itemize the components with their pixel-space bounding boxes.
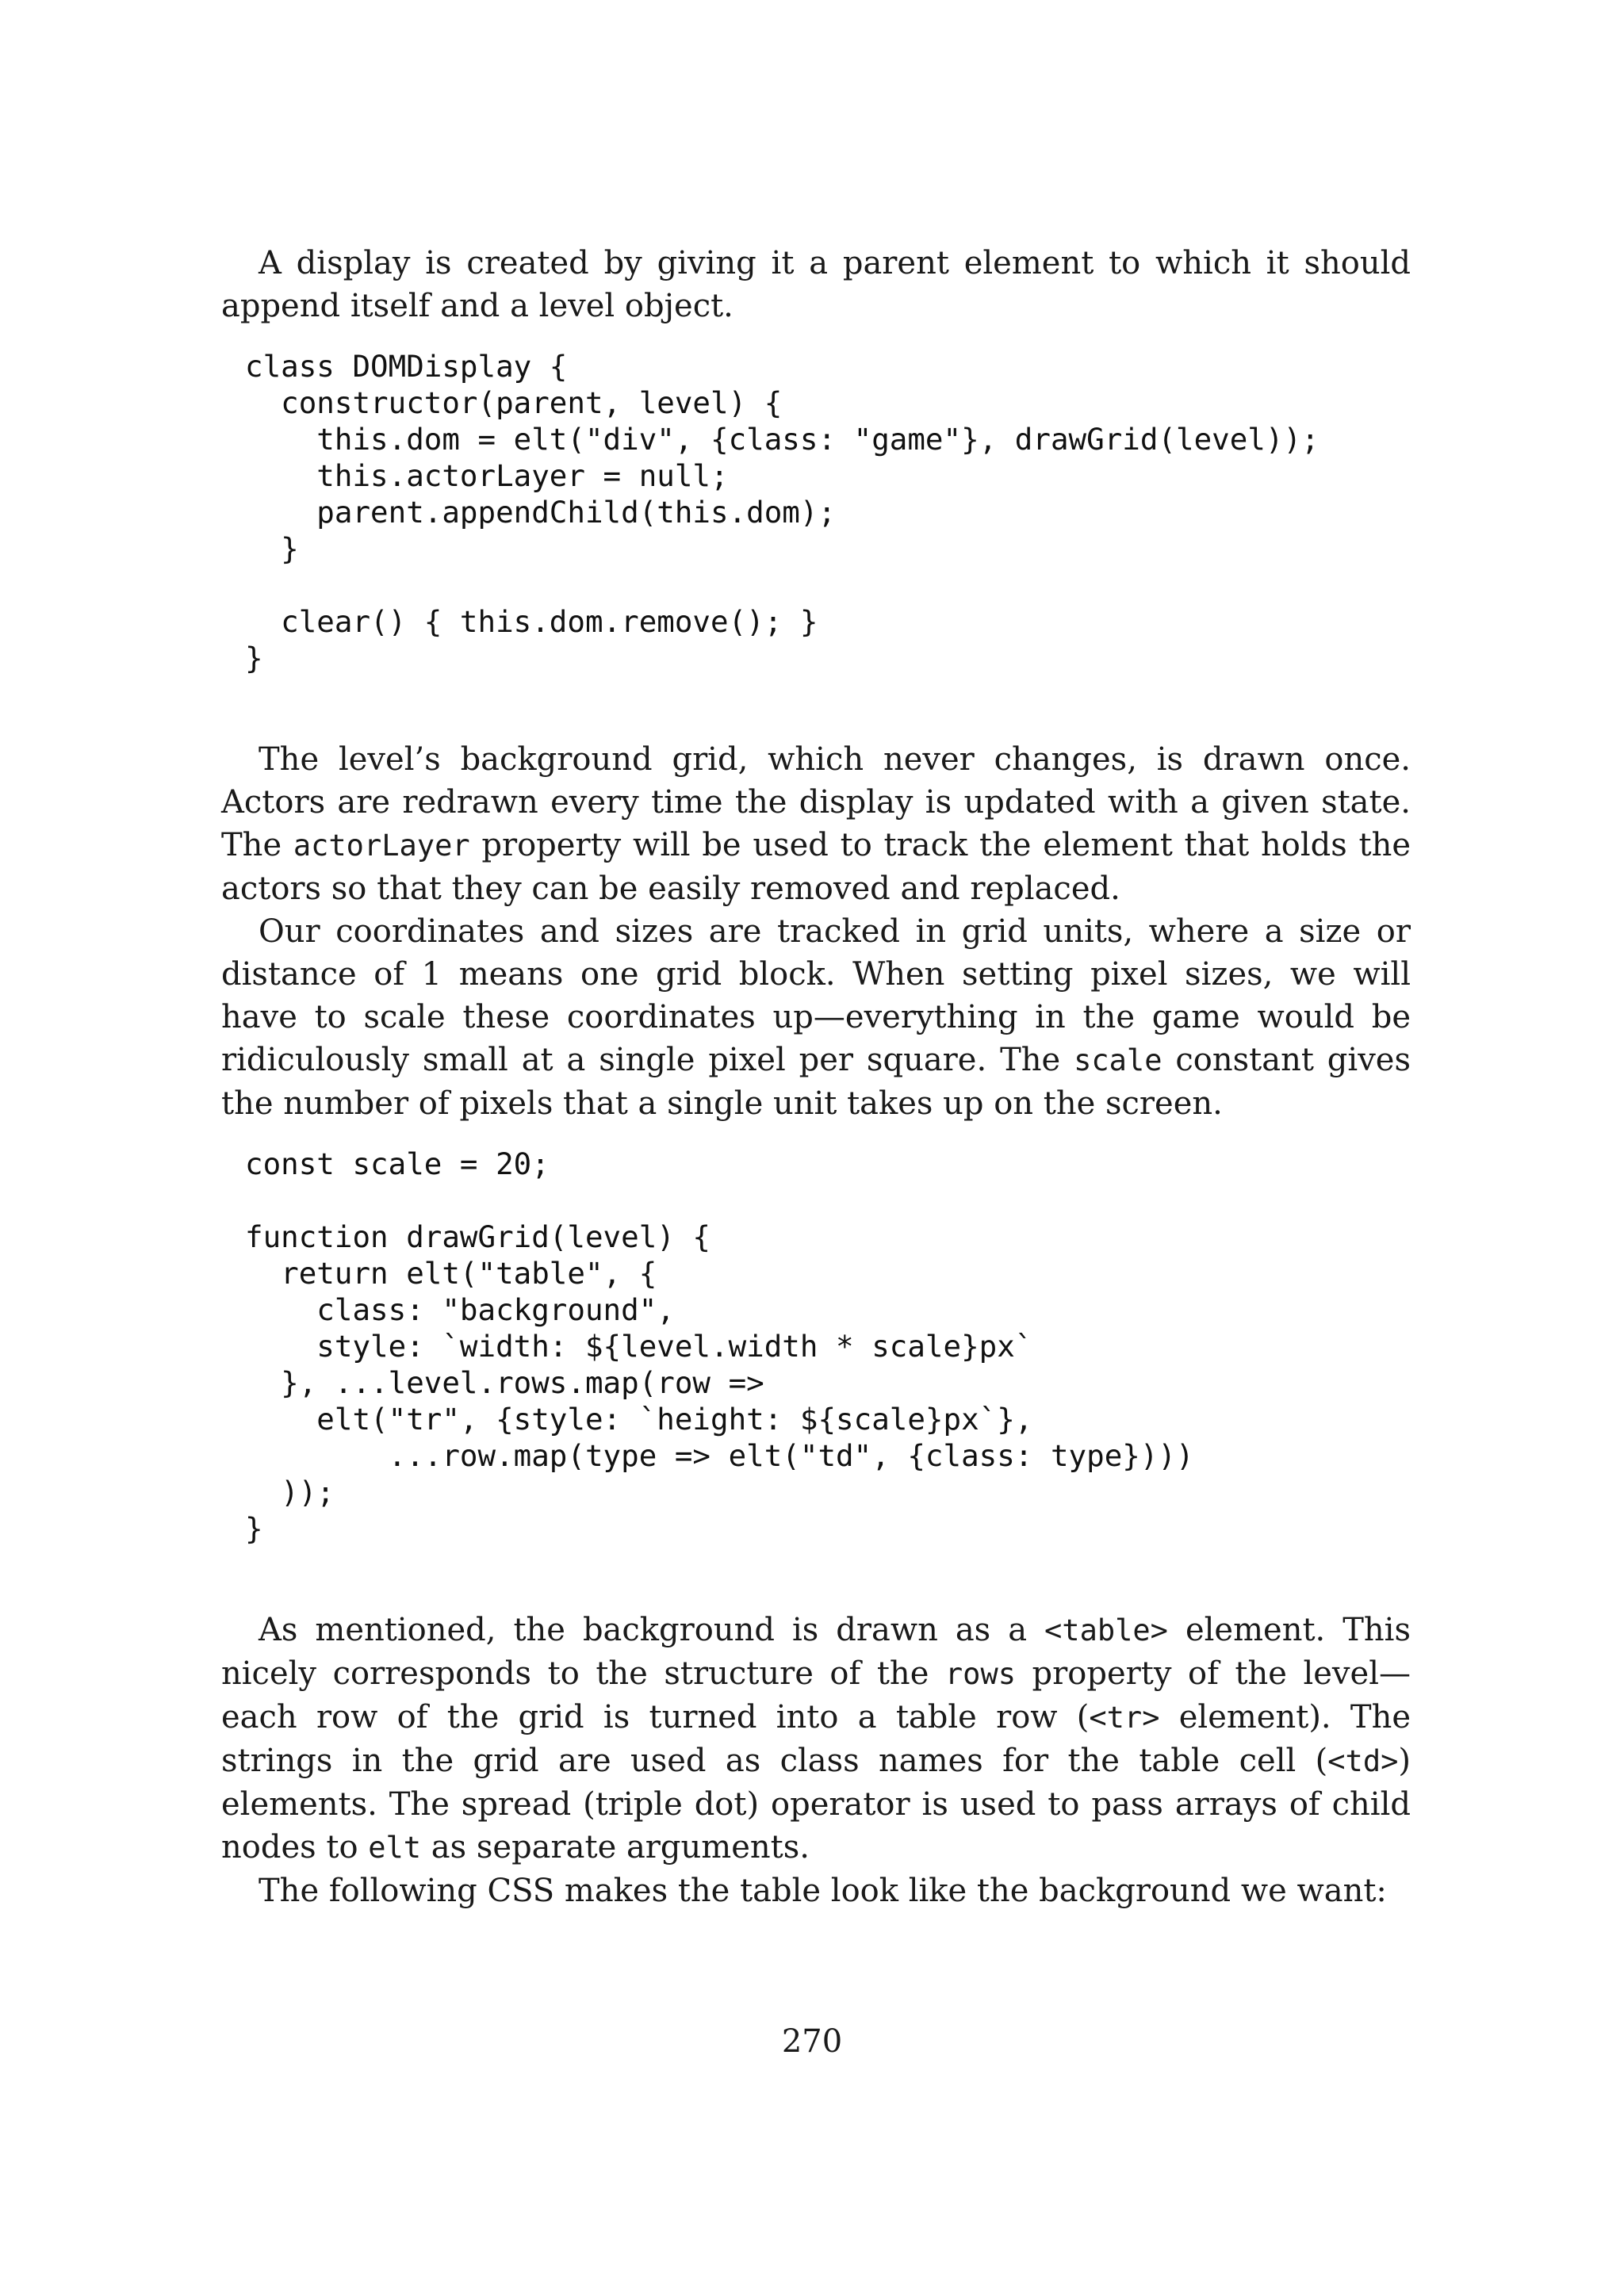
inline-code-td: <td> xyxy=(1327,1744,1399,1778)
inline-code-actorlayer: actorLayer xyxy=(293,828,470,863)
code-block-dom-display: class DOMDisplay { constructor(parent, level) { this.dom = elt("div", {class: "game"}, drawGrid(level)); this.actorLayer = null; parent.appendChild(this.dom); } clear() { this.dom.remove(); } } xyxy=(245,349,1320,675)
inline-code-table: <table> xyxy=(1044,1613,1168,1647)
code-block-draw-grid: const scale = 20; function drawGrid(level) { return elt("table", { class: "background", style: `width: ${level.width * scale}px` }, ...level.rows.map(row => elt("tr", {style: `height: ${scale}px`}, ...row.map(type => elt("td", {class: type}))) )); } xyxy=(245,1146,1194,1546)
coordinates-paragraph: Our coordinates and sizes are tracked in grid units, where a size or distance of 1 means one grid block. When setting pixel sizes, we will have to scale these coordinates up—everything in the game would be ridiculously small at a single pixel per square. The scale constant gives the number of pixels that a single unit takes up on the screen. xyxy=(221,913,1411,1122)
inline-code-tr: <tr> xyxy=(1089,1701,1160,1735)
inline-code-elt: elt xyxy=(368,1831,422,1865)
table-explanation-paragraph: As mentioned, the background is drawn as a <table> element. This nicely corresponds to the structure of the rows property of the level—each row of the grid is turned into a table row (<tr> element). The strings in the grid are used as class names for the table cell (<td>) elements. The spread (triple dot) operator is used to pass arrays of child nodes to elt as separate arguments. xyxy=(221,1612,1411,1866)
inline-code-scale: scale xyxy=(1074,1043,1162,1077)
background-grid-paragraph: The level’s background grid, which never changes, is drawn once. Actors are redrawn every time the display is updated with a given state. The actorLayer property will be used to track the element that holds the actors so that they can be easily removed and replaced. xyxy=(221,741,1411,907)
page-content xyxy=(221,242,1411,1912)
inline-code-rows: rows xyxy=(944,1657,1017,1691)
intro-paragraph: A display is created by giving it a parent element to which it should append itself and a level object. xyxy=(221,245,1411,324)
css-intro-paragraph: The following CSS makes the table look like the background we want: xyxy=(259,1873,1387,1909)
page-number: 270 xyxy=(781,2023,843,2060)
